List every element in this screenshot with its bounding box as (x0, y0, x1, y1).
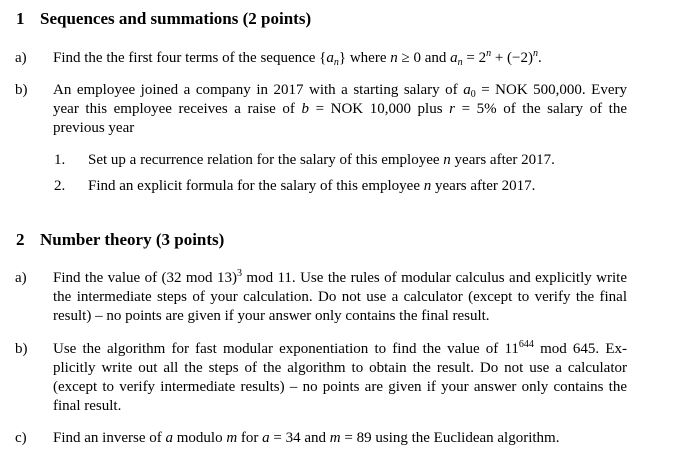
item-2b-text: Use the algorithm for fast modular exponentiation to find the value of $11^{644}$ mod 645. Ex-plicitly write out all the steps of the algorithm to obtain the result. Do not use a calculator (except to verify intermediate results) – no points are given if your answer only contains the final result. (53, 339, 627, 414)
item-2a-text: Find the value of (32 mod 13)$^3$ mod 11. Use the rules of modular calculus and explicitly write the intermediate steps of your calculation. Do not use a calculator (except to verify the final result) – no points are given if your answer only contains the final result. (53, 268, 627, 324)
section-1-title: Sequences and summations (2 points) (40, 9, 312, 28)
item-1a-text: Find the the first four terms of the sequence $\{a_n\}$ where n ≥ 0 and $a_n = 2^n + (-2)^n$. (53, 48, 542, 68)
section-1-number: 1 (16, 9, 25, 28)
section-2-title: Number theory (3 points) (40, 230, 225, 249)
item-1b-sub2-text: Find an explicit formula for the salary of this employee n years after 2017. (88, 178, 536, 194)
item-1b-sub1-label: 1. (54, 152, 66, 168)
item-1a-label: a) (15, 50, 27, 66)
item-1b-sub1-text: Set up a recurrence relation for the salary of this employee n years after 2017. (88, 152, 555, 168)
section-1-heading (16, 9, 311, 29)
item-2c-text: Find an inverse of a modulo m for a = 34 and m = 89 using the Euclidean algorithm. (53, 430, 560, 446)
item-1b-sub2-label: 2. (54, 178, 66, 194)
item-2b-label: b) (15, 341, 28, 357)
item-2c-label: c) (15, 430, 27, 446)
section-2-number: 2 (16, 230, 25, 249)
section-2-heading (16, 230, 224, 250)
item-1b-label: b) (15, 82, 28, 98)
item-1b-text: An employee joined a company in 2017 with a starting salary of $a_0$ = NOK 500,000. Every year this employee receives a raise of b = NOK 10,000 plus r = 5% of the salary of the previous year (53, 82, 627, 136)
item-2a-label: a) (15, 270, 27, 286)
